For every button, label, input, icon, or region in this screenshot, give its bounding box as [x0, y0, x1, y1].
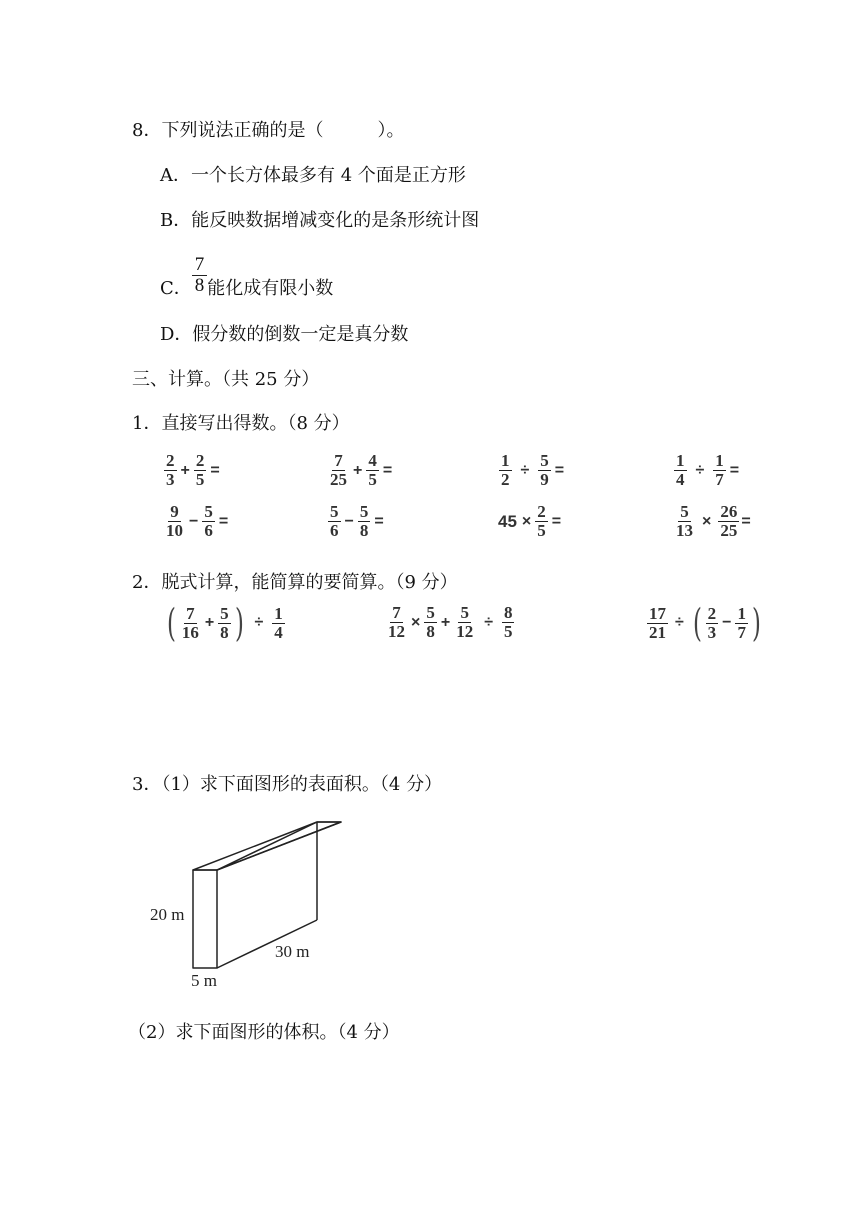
q8-option-c-prefix: C．	[160, 278, 192, 299]
fraction: $\frac{7}{12}$	[388, 603, 405, 641]
operator: ×	[411, 613, 421, 631]
equals-sign: =	[741, 512, 751, 530]
height-label: 20 m	[150, 905, 185, 924]
q2-expression-3	[646, 601, 764, 645]
integer: 45	[498, 511, 517, 531]
operator: ÷	[484, 613, 493, 631]
left-paren: (	[692, 601, 702, 645]
side-face	[217, 822, 341, 870]
fraction: $\frac{9}{10}$	[166, 502, 183, 540]
fraction: $\frac{1}{4}$	[676, 451, 685, 489]
operator: +	[180, 461, 190, 479]
q8-option-b: B．能反映数据增减变化的是条形统计图	[160, 210, 480, 231]
fraction: $\frac{5}{6}$	[330, 502, 339, 540]
q1-item-6	[327, 503, 387, 540]
operator: −	[189, 512, 199, 530]
fraction-numerator: 7	[192, 255, 208, 276]
q2-expression-1	[164, 601, 286, 645]
operator: −	[722, 614, 732, 631]
q8-option-c	[160, 252, 333, 300]
q1-item-3	[498, 452, 567, 489]
fraction: $\frac{5}{12}$	[456, 603, 474, 641]
section-title: 三、计算。（共 25 分）	[132, 369, 320, 390]
fraction-7-8	[192, 255, 208, 296]
q2-expression-2	[385, 604, 515, 641]
fraction: $\frac{5}{9}$	[540, 451, 549, 489]
operator: ÷	[520, 461, 530, 479]
q3-title: 3．（1）求下面图形的表面积。（4 分）	[132, 774, 443, 795]
q1-item-4	[673, 452, 742, 489]
q8-option-a: A．一个长方体最多有 4 个面是正方形	[160, 165, 466, 186]
q1-item-7	[498, 503, 564, 540]
length-label: 30 m	[275, 942, 310, 961]
operator: +	[353, 461, 363, 479]
equals-sign: =	[210, 461, 220, 479]
fraction: $\frac{2}{3}$	[707, 603, 717, 642]
left-paren: (	[166, 601, 176, 645]
equals-sign: =	[551, 512, 562, 530]
fraction: $\frac{2}{5}$	[195, 451, 205, 489]
q2-title: 2．脱式计算，能简算的要简算。（9 分）	[132, 572, 458, 593]
q8-stem: 8．下列说法正确的是（ ）。	[132, 120, 405, 141]
fraction: $\frac{5}{6}$	[204, 502, 213, 540]
right-paren: )	[234, 601, 244, 645]
fraction: $\frac{26}{25}$	[720, 502, 738, 540]
operator: +	[440, 613, 451, 631]
q1-title: 1．直接写出得数。（8 分）	[132, 413, 350, 434]
cuboid-figure	[140, 808, 400, 1008]
fraction: $\frac{1}{4}$	[274, 603, 283, 642]
fraction: $\frac{17}{21}$	[649, 603, 666, 642]
right-paren: )	[751, 601, 761, 645]
front-face	[193, 870, 217, 968]
q8-option-d: D．假分数的倒数一定是真分数	[160, 324, 409, 345]
equals-sign: =	[554, 461, 565, 479]
fraction: $\frac{5}{8}$	[220, 603, 229, 642]
q1-item-8	[673, 503, 754, 540]
fraction: $\frac{7}{25}$	[330, 451, 347, 489]
operator: ×	[702, 512, 712, 530]
fraction: $\frac{7}{16}$	[181, 603, 199, 642]
q3-part2-title: （2）求下面图形的体积。（4 分）	[128, 1022, 400, 1043]
fraction: $\frac{8}{5}$	[503, 603, 513, 641]
equals-sign: =	[374, 512, 384, 530]
operator: ×	[521, 512, 532, 530]
operator: ÷	[675, 614, 684, 631]
fraction: $\frac{1}{7}$	[737, 603, 746, 642]
operator: −	[344, 512, 354, 530]
q8-option-c-text: 能化成有限小数	[207, 278, 334, 299]
fraction: $\frac{1}{2}$	[501, 451, 510, 489]
operator: +	[204, 614, 215, 631]
width-label: 5 m	[191, 971, 217, 990]
equals-sign: =	[382, 461, 393, 479]
fraction: $\frac{5}{8}$	[359, 502, 369, 540]
fraction: $\frac{4}{5}$	[368, 451, 377, 489]
fraction: $\frac{2}{3}$	[166, 451, 175, 489]
fraction: $\frac{5}{13}$	[676, 502, 693, 540]
fraction-denominator: 8	[194, 274, 205, 296]
q1-item-2	[327, 452, 395, 489]
fraction: $\frac{1}{7}$	[715, 451, 724, 489]
q1-item-1	[163, 452, 223, 489]
fraction: $\frac{5}{8}$	[426, 603, 435, 641]
q1-item-5	[163, 503, 231, 540]
fraction: $\frac{2}{5}$	[537, 502, 546, 540]
operator: ÷	[254, 614, 264, 631]
equals-sign: =	[218, 512, 229, 530]
operator: ÷	[695, 461, 705, 479]
equals-sign: =	[729, 461, 740, 479]
